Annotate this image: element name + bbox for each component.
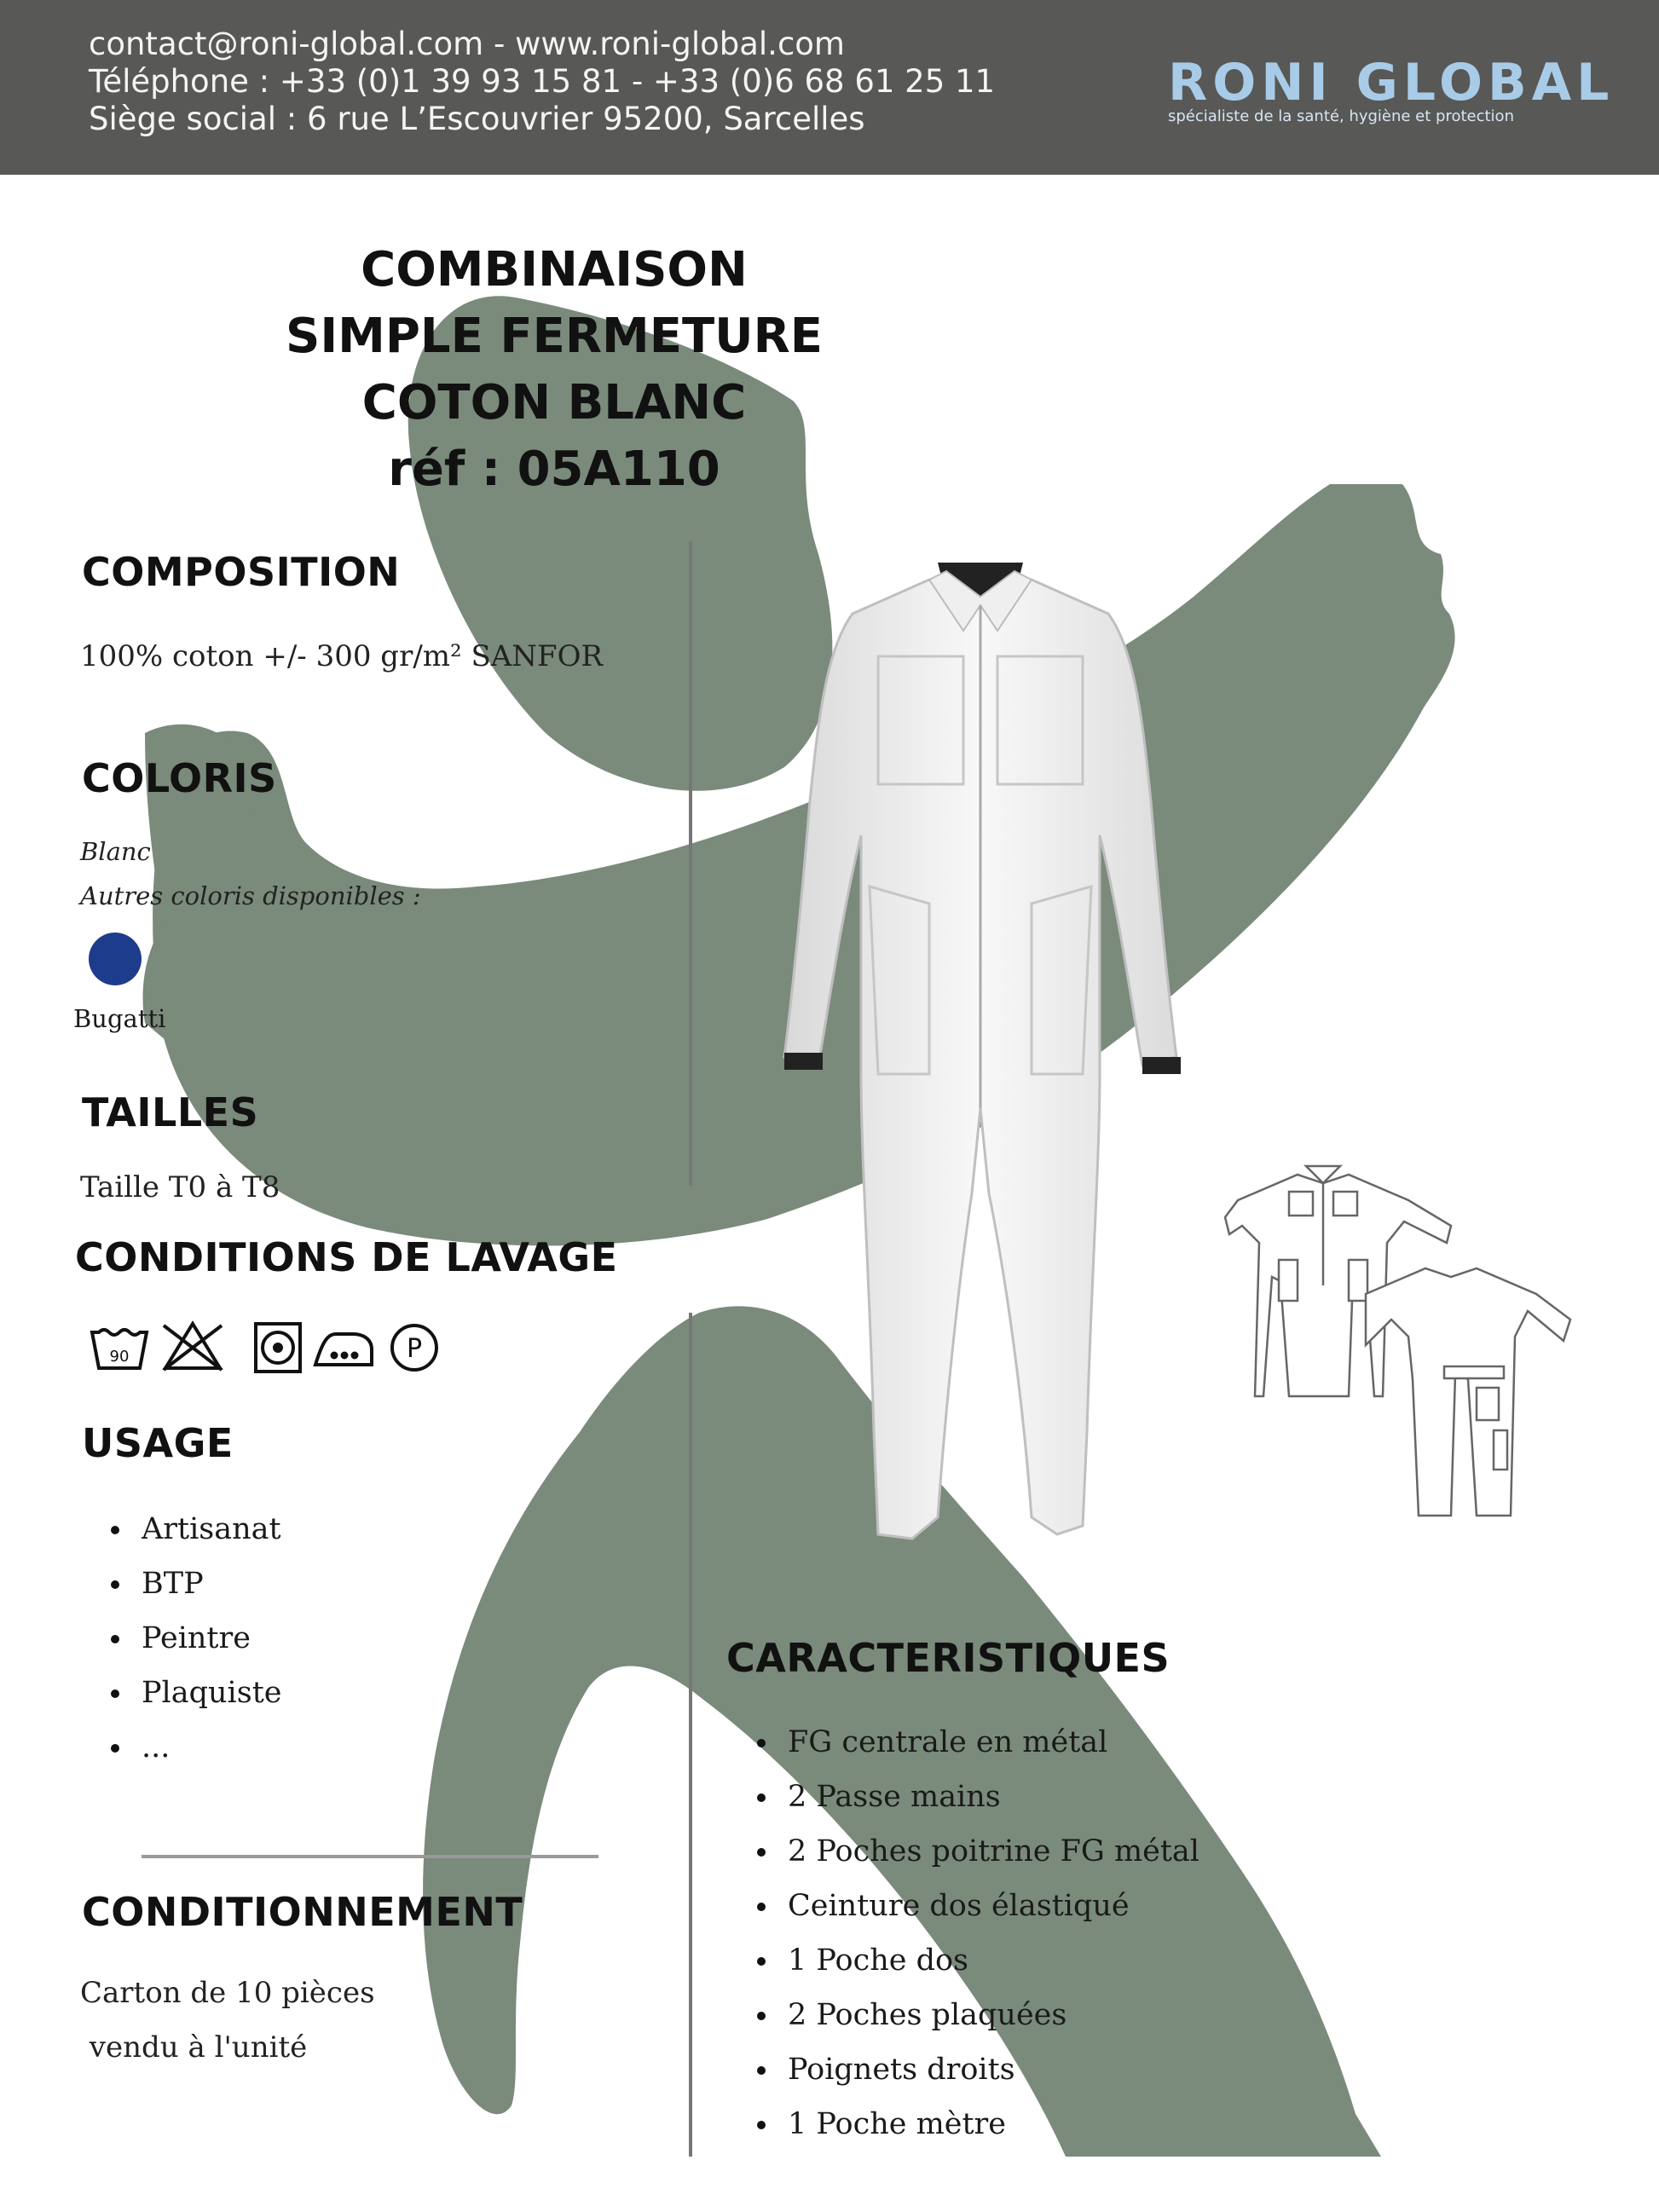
list-item: Artisanat: [80, 1502, 282, 1556]
coloris-heading: COLORIS: [82, 755, 277, 801]
contact-address: Siège social : 6 rue L’Escouvrier 95200, Sarcelles: [89, 101, 865, 137]
contact-header-bar: [0, 0, 1659, 175]
care-icons-row: [89, 1317, 455, 1382]
lavage-heading: CONDITIONS DE LAVAGE: [75, 1234, 618, 1280]
technical-drawing-front-back: [1221, 1141, 1579, 1533]
conditionnement-line-2: vendu à l'unité: [80, 2030, 308, 2065]
color-swatch-label: Bugatti: [73, 1004, 166, 1033]
coloris-others-label: Autres coloris disponibles :: [80, 881, 421, 910]
color-swatch-bugatti[interactable]: [89, 933, 142, 985]
list-item: Ceinture dos élastiqué: [726, 1879, 1199, 1933]
usage-heading: USAGE: [82, 1420, 234, 1466]
list-item: 2 Passe mains: [726, 1770, 1199, 1824]
dry-clean-letter: P: [406, 1334, 423, 1364]
composition-heading: COMPOSITION: [82, 549, 401, 595]
tumble-dry-icon: [256, 1324, 300, 1372]
caracteristiques-list: [726, 1715, 1199, 2151]
contact-phone[interactable]: Téléphone : +33 (0)1 39 93 15 81 - +33 (0)6 68 61 25 11: [89, 63, 996, 100]
conditionnement-heading: CONDITIONNEMENT: [82, 1889, 523, 1935]
list-item: 1 Poche dos: [726, 1933, 1199, 1988]
list-item: ...: [80, 1720, 282, 1775]
tailles-heading: TAILLES: [82, 1089, 259, 1135]
list-item: 2 Poches plaquées: [726, 1988, 1199, 2042]
tailles-text: Taille T0 à T8: [80, 1170, 280, 1204]
title-line-3: COTON BLANC: [361, 375, 747, 430]
dry-clean-p-icon: [392, 1325, 436, 1370]
conditionnement-line-1: Carton de 10 pièces: [80, 1976, 375, 2010]
usage-list: [80, 1502, 282, 1775]
product-photo-coverall: [742, 546, 1219, 1568]
logo-tagline: spécialiste de la santé, hygiène et protection: [1168, 107, 1514, 125]
coloris-current: Blanc: [80, 837, 151, 866]
wash-temp-label: 90: [109, 1348, 130, 1366]
list-item: Plaquiste: [80, 1666, 282, 1720]
list-item: Poignets droits: [726, 2042, 1199, 2097]
roni-global-logo[interactable]: [1168, 53, 1614, 125]
list-item: BTP: [80, 1556, 282, 1611]
caracteristiques-heading: CARACTERISTIQUES: [726, 1635, 1171, 1681]
contact-email-website[interactable]: contact@roni-global.com - www.roni-global.com: [89, 26, 845, 62]
vertical-divider-bottom: [689, 1313, 692, 2157]
product-title: [128, 237, 980, 503]
list-item: Peintre: [80, 1611, 282, 1666]
wash-90-icon: [92, 1330, 147, 1368]
no-bleach-icon: [164, 1324, 222, 1370]
list-item: 1 Poche mètre: [726, 2097, 1199, 2151]
list-item: FG centrale en métal: [726, 1715, 1199, 1770]
horizontal-divider: [142, 1855, 598, 1858]
title-line-2: SIMPLE FERMETURE: [285, 309, 824, 364]
iron-high-icon: [315, 1334, 372, 1365]
logo-wordmark: RONI GLOBAL: [1168, 53, 1615, 113]
title-reference: réf : 05A110: [388, 442, 720, 497]
title-line-1: COMBINAISON: [361, 242, 748, 297]
list-item: 2 Poches poitrine FG métal: [726, 1824, 1199, 1879]
composition-text: 100% coton +/- 300 gr/m² SANFOR: [80, 639, 604, 673]
vertical-divider-top: [689, 541, 692, 1186]
